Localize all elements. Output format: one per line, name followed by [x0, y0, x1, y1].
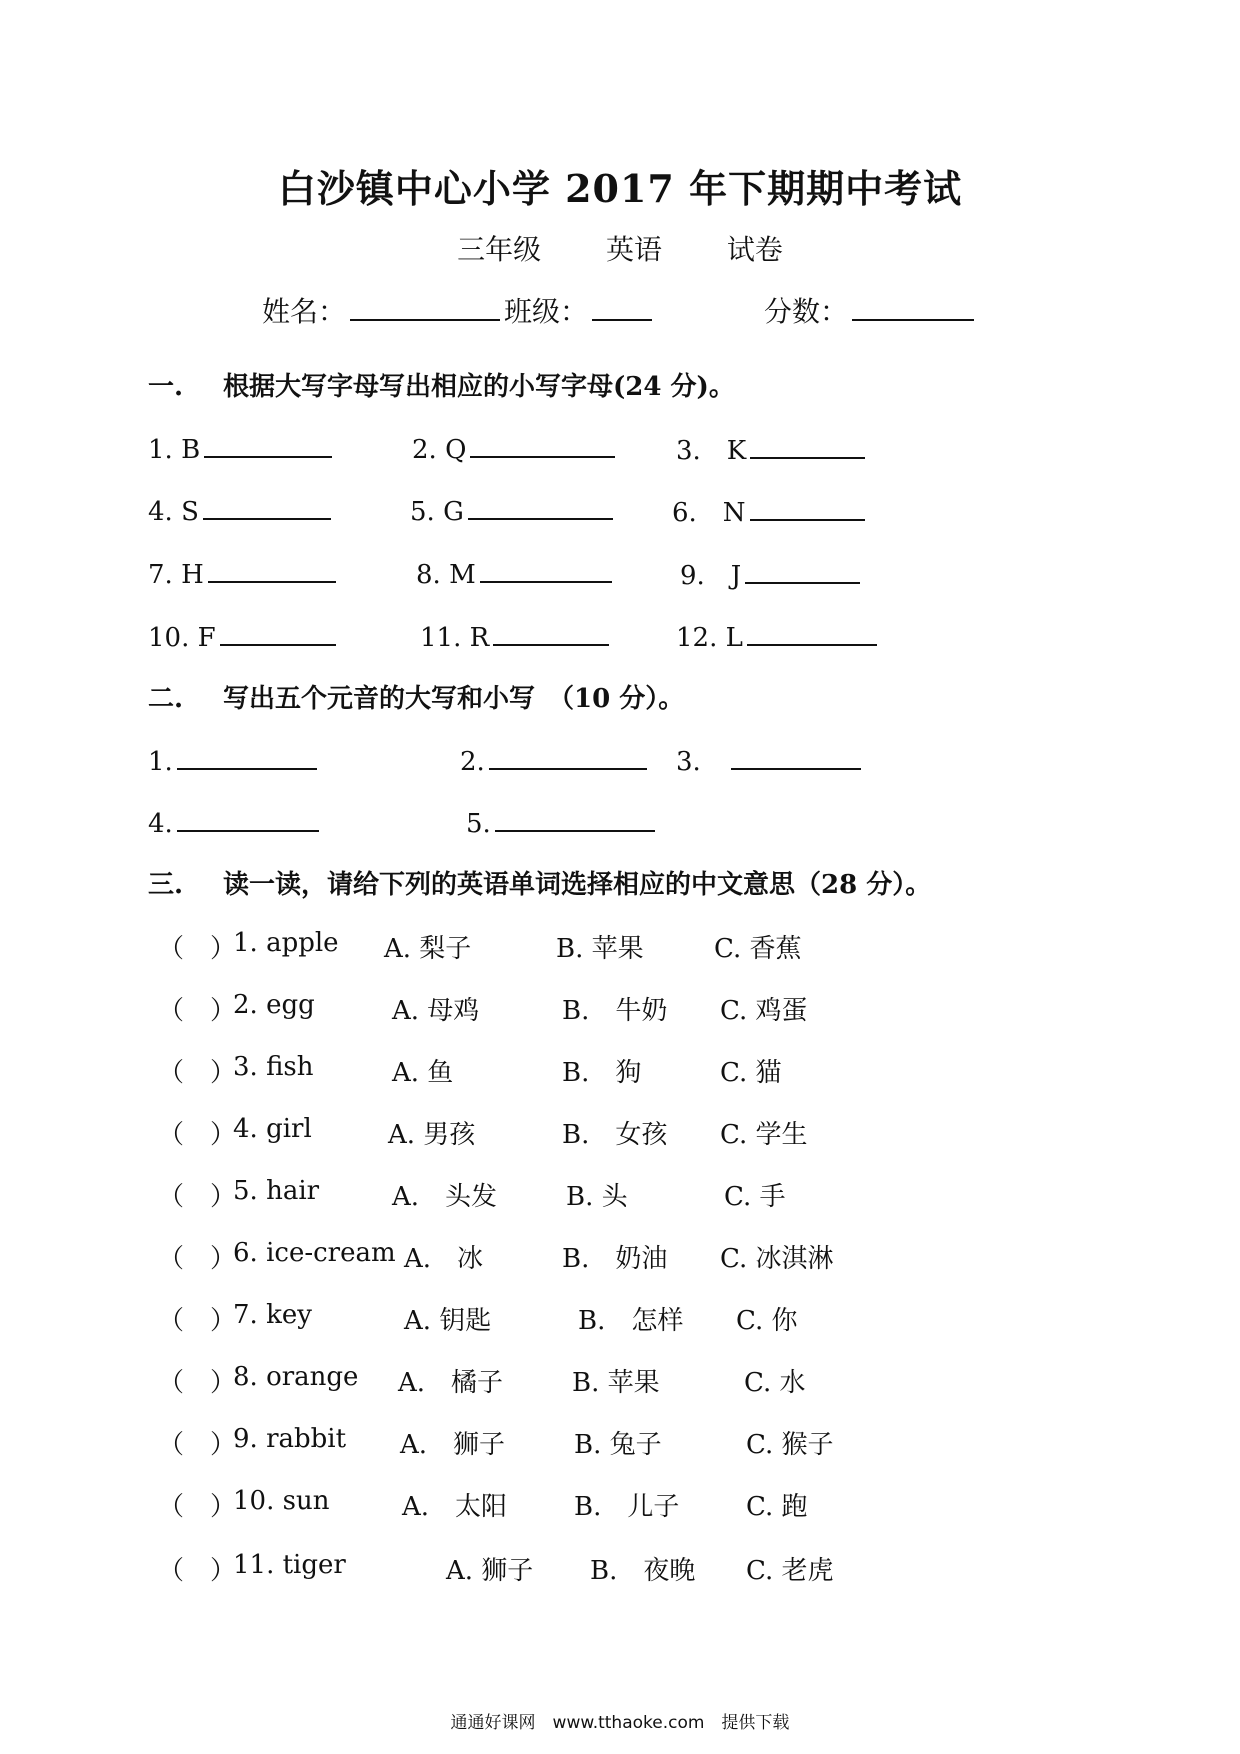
- vocab-row: [0, 1362, 1240, 1402]
- letter-item-1: [148, 430, 336, 465]
- option-a: A. 母鸡: [392, 996, 480, 1026]
- letter-item-12: [676, 618, 881, 653]
- option-c: C. 跑: [746, 1492, 808, 1522]
- answer-bracket[interactable]: （ ）: [158, 1182, 237, 1212]
- answer-blank[interactable]: [220, 618, 336, 646]
- option-b: B. 奶油: [562, 1244, 668, 1274]
- answer-bracket[interactable]: （ ）: [158, 1430, 237, 1460]
- letter-label: 5. G: [410, 497, 464, 527]
- option-c: C. 猫: [720, 1058, 782, 1088]
- name-label: 姓名：: [262, 295, 347, 328]
- vocab-word: 3. fish: [233, 1052, 314, 1082]
- answer-bracket[interactable]: （ ）: [158, 1556, 237, 1586]
- vocab-row: [0, 1424, 1240, 1464]
- option-a: A. 钥匙: [404, 1306, 492, 1336]
- letter-item-9: [680, 555, 864, 592]
- vocab-word: 6. ice-cream: [233, 1238, 396, 1268]
- vocab-row: [0, 928, 1240, 968]
- letter-item-11: [420, 618, 613, 653]
- option-a: A. 太阳: [402, 1492, 508, 1522]
- class-blank[interactable]: [592, 293, 652, 321]
- subtitle-paper: 试卷: [726, 233, 783, 266]
- answer-blank[interactable]: [177, 804, 319, 832]
- option-c: C. 水: [744, 1368, 806, 1398]
- option-c: C. 你: [736, 1306, 798, 1336]
- vocab-row: [0, 1176, 1240, 1216]
- vocab-word: 1. apple: [233, 928, 339, 958]
- section3-title: 读一读，请给下列的英语单词选择相应的中文意思（28 分）。: [223, 870, 932, 900]
- option-b: B. 牛奶: [562, 996, 668, 1026]
- answer-blank[interactable]: [489, 742, 647, 770]
- vocab-row: [0, 1300, 1240, 1340]
- letter-item-5: [410, 492, 617, 527]
- option-c: C. 鸡蛋: [720, 996, 808, 1026]
- option-b: B. 女孩: [562, 1120, 668, 1150]
- letter-item-4: [148, 492, 335, 527]
- section1-heading: [148, 366, 735, 403]
- answer-blank[interactable]: [203, 492, 331, 520]
- section2-number: 二.: [148, 684, 184, 714]
- vocab-word: 5. hair: [233, 1176, 320, 1206]
- option-c: C. 学生: [720, 1120, 808, 1150]
- letter-item-6: [672, 492, 869, 529]
- score-label: 分数：: [764, 295, 849, 328]
- answer-blank[interactable]: [480, 555, 612, 583]
- subtitle-subject: 英语: [605, 233, 662, 266]
- answer-bracket[interactable]: （ ）: [158, 1492, 237, 1522]
- answer-bracket[interactable]: （ ）: [158, 1306, 237, 1336]
- subtitle-grade: 三年级: [457, 233, 542, 266]
- vocab-word: 10. sun: [233, 1486, 330, 1516]
- page-footer: 通通好课网 www.tthaoke.com 提供下载: [450, 1713, 790, 1733]
- letter-item-10: [148, 618, 340, 653]
- letter-item-8: [416, 555, 616, 590]
- option-b: B. 苹果: [556, 934, 644, 964]
- answer-blank[interactable]: [208, 555, 336, 583]
- answer-blank[interactable]: [495, 804, 655, 832]
- vocab-row: [0, 1052, 1240, 1092]
- answer-blank[interactable]: [750, 493, 865, 521]
- option-a: A. 鱼: [392, 1058, 454, 1088]
- option-c: C. 手: [724, 1182, 786, 1212]
- option-b: B. 兔子: [574, 1430, 662, 1460]
- section1-title: 根据大写字母写出相应的小写字母(24 分)。: [223, 372, 735, 402]
- option-a: A. 狮子: [446, 1556, 534, 1586]
- page-title: 白沙镇中心小学 2017 年下期期中考试: [277, 166, 963, 211]
- score-info: [764, 290, 978, 330]
- section3-heading: [148, 864, 931, 901]
- vowel-label: 4.: [148, 809, 173, 839]
- letter-label: 3. K: [676, 436, 747, 466]
- answer-blank[interactable]: [493, 618, 609, 646]
- student-info-line: [262, 290, 656, 330]
- option-c: C. 香蕉: [714, 934, 802, 964]
- answer-blank[interactable]: [750, 431, 865, 459]
- vowel-item-1: [148, 742, 321, 777]
- vocab-word: 8. orange: [233, 1362, 359, 1392]
- vowel-item-2: [460, 742, 651, 777]
- vocab-word: 11. tiger: [233, 1550, 346, 1580]
- vocab-word: 2. egg: [233, 990, 315, 1020]
- vocab-row: [0, 1238, 1240, 1278]
- vocab-row: [0, 1114, 1240, 1154]
- score-blank[interactable]: [852, 293, 974, 321]
- option-b: B. 夜晚: [590, 1556, 696, 1586]
- vowel-label: 3.: [676, 747, 701, 777]
- option-a: A. 梨子: [384, 934, 472, 964]
- option-c: C. 老虎: [746, 1556, 834, 1586]
- letter-label: 4. S: [148, 497, 199, 527]
- option-b: B. 怎样: [578, 1306, 684, 1336]
- vowel-label: 2.: [460, 747, 485, 777]
- section1-number: 一.: [148, 372, 184, 402]
- vocab-word: 9. rabbit: [233, 1424, 347, 1454]
- answer-bracket[interactable]: （ ）: [158, 996, 237, 1026]
- letter-item-7: [148, 555, 340, 590]
- vowel-item-4: [148, 804, 323, 839]
- answer-blank[interactable]: [747, 618, 877, 646]
- letter-label: 7. H: [148, 560, 204, 590]
- page-subtitle: [0, 228, 1240, 268]
- answer-bracket[interactable]: （ ）: [158, 934, 237, 964]
- vocab-row: [0, 990, 1240, 1030]
- option-b: B. 儿子: [574, 1492, 680, 1522]
- option-a: A. 男孩: [388, 1120, 476, 1150]
- name-blank[interactable]: [350, 293, 500, 321]
- vocab-row: [0, 1550, 1240, 1590]
- letter-label: 9. J: [680, 561, 742, 591]
- letter-label: 6. N: [672, 498, 746, 528]
- letter-label: 1. B: [148, 435, 201, 465]
- vocab-word: 7. key: [233, 1300, 312, 1330]
- option-b: B. 狗: [562, 1058, 642, 1088]
- option-b: B. 头: [566, 1182, 628, 1212]
- option-a: A. 头发: [392, 1182, 498, 1212]
- vowel-label: 1.: [148, 747, 173, 777]
- letter-label: 12. L: [676, 623, 743, 653]
- vowel-label: 5.: [466, 809, 491, 839]
- answer-blank[interactable]: [204, 430, 332, 458]
- option-a: A. 狮子: [400, 1430, 506, 1460]
- option-b: B. 苹果: [572, 1368, 660, 1398]
- option-c: C. 猴子: [746, 1430, 834, 1460]
- answer-blank[interactable]: [470, 430, 615, 458]
- answer-bracket[interactable]: （ ）: [158, 1120, 237, 1150]
- answer-bracket[interactable]: （ ）: [158, 1058, 237, 1088]
- letter-label: 11. R: [420, 623, 490, 653]
- letter-label: 10. F: [148, 623, 216, 653]
- answer-blank[interactable]: [177, 742, 317, 770]
- letter-item-2: [412, 430, 619, 465]
- vowel-item-5: [466, 804, 659, 839]
- option-a: A. 橘子: [398, 1368, 504, 1398]
- vocab-row: [0, 1486, 1240, 1526]
- class-label: 班级：: [504, 295, 589, 328]
- section2-title: 写出五个元音的大写和小写 （10 分）。: [223, 684, 685, 714]
- vowel-item-3: [676, 742, 865, 777]
- answer-blank[interactable]: [468, 492, 613, 520]
- letter-label: 2. Q: [412, 435, 467, 465]
- option-a: A. 冰: [404, 1244, 484, 1274]
- section2-heading: [148, 678, 684, 715]
- answer-blank[interactable]: [731, 742, 861, 770]
- section3-number: 三.: [148, 870, 184, 900]
- letter-item-3: [676, 430, 869, 467]
- answer-blank[interactable]: [745, 556, 860, 584]
- vocab-word: 4. girl: [233, 1114, 312, 1144]
- letter-label: 8. M: [416, 560, 476, 590]
- option-c: C. 冰淇淋: [720, 1244, 834, 1274]
- answer-bracket[interactable]: （ ）: [158, 1244, 237, 1274]
- answer-bracket[interactable]: （ ）: [158, 1368, 237, 1398]
